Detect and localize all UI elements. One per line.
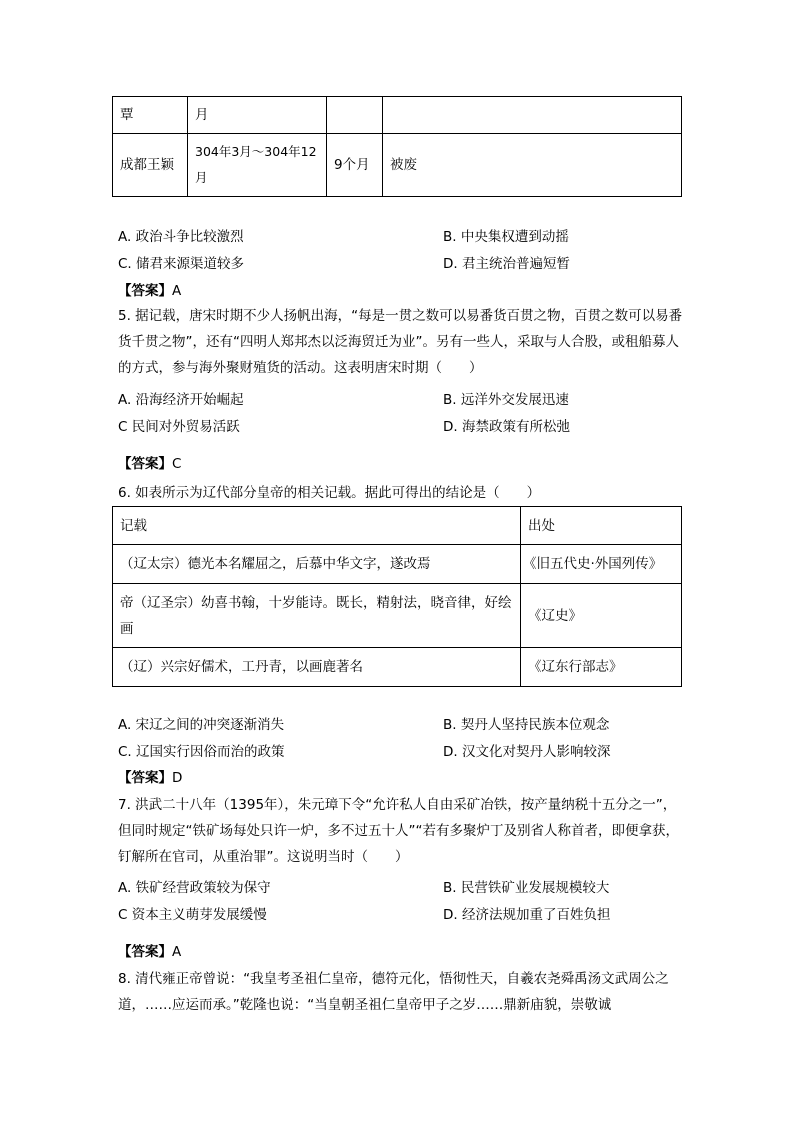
question-stem: 7. 洪武二十八年（1395年），朱元璋下令“允许私人自由采矿冶铁，按产量纳税十五分之一”，但同时规定“铁矿场每处只许一炉，多不过五十人”“若有多聚炉丁及别省人称首者，即便拿获，钉解所在官司，从重治罪”。这说明当时（ ） [118, 797, 679, 865]
record-table [112, 506, 682, 687]
table-cell [327, 97, 383, 134]
answer-line: 【答案】A [118, 944, 182, 960]
option-d: D. 汉文化对契丹人影响较深 [443, 744, 611, 760]
option-a: A. 政治斗争比较激烈 [118, 229, 244, 245]
question-stem: 8. 清代雍正帝曾说：“我皇考圣祖仁皇帝，德符元化，悟彻性天，自羲农尧舜禹汤文武周公之道，……应运而承。”乾隆也说：“当皇朝圣祖仁皇帝甲子之岁……鼎新庙貌，崇敬诚 [118, 971, 669, 1013]
question-stem: 5. 据记载，唐宋时期不少人扬帆出海，“每是一贯之数可以易番货百贯之物，百贯之数可以易番货千贯之物”，还有“四明人郑邦杰以泛海贸迁为业”。另有一些人，采取与人合股，或租船募人的方式，参与海外聚财殖货的活动。这表明唐宋时期（ ） [118, 308, 683, 376]
table-cell [383, 97, 682, 134]
option-b: B. 民营铁矿业发展规模较大 [443, 880, 610, 896]
table-cell: （辽）兴宗好儒术，工丹青，以画鹿著名 [113, 648, 521, 687]
table-cell: （辽太宗）德光本名耀屈之，后慕中华文字，遂改焉 [113, 545, 521, 584]
answer-line: 【答案】C [118, 456, 182, 472]
option-c: C 资本主义萌芽发展缓慢 [118, 907, 267, 923]
option-a: A. 沿海经济开始崛起 [118, 392, 244, 408]
answer-line: 【答案】D [118, 770, 183, 786]
table-cell: 帝（辽圣宗）幼喜书翰，十岁能诗。既长，精射法，晓音律，好绘画 [113, 584, 521, 648]
table-cell: 月 [188, 97, 327, 134]
table-cell: 成都王颖 [113, 134, 188, 197]
option-d: D. 君主统治普遍短暂 [443, 256, 570, 272]
option-c: C. 储君来源渠道较多 [118, 256, 245, 272]
table-cell: 《旧五代史·外国列传》 [521, 545, 682, 584]
option-b: B. 远洋外交发展迅速 [443, 392, 569, 408]
option-d: D. 海禁政策有所松弛 [443, 419, 570, 435]
option-c: C. 辽国实行因俗而治的政策 [118, 744, 285, 760]
table-cell: 被废 [383, 134, 682, 197]
answer-line: 【答案】A [118, 283, 182, 299]
table-cell: 9个月 [327, 134, 383, 197]
option-b: B. 契丹人坚持民族本位观念 [443, 717, 610, 733]
question-stem: 6. 如表所示为辽代部分皇帝的相关记载。据此可得出的结论是（ ） [118, 485, 541, 501]
option-b: B. 中央集权遭到动摇 [443, 229, 569, 245]
table-header: 记载 [113, 507, 521, 545]
option-a: A. 宋辽之间的冲突逐渐消失 [118, 717, 285, 733]
option-d: D. 经济法规加重了百姓负担 [443, 907, 611, 923]
option-c: C 民间对外贸易活跃 [118, 419, 240, 435]
table-cell: 《辽史》 [521, 584, 682, 648]
table-cell: 《辽东行部志》 [521, 648, 682, 687]
table-cell: 304年3月～304年12月 [188, 134, 327, 197]
option-a: A. 铁矿经营政策较为保守 [118, 880, 271, 896]
reign-table [112, 96, 682, 197]
table-header: 出处 [521, 507, 682, 545]
table-cell: 覃 [113, 97, 188, 134]
